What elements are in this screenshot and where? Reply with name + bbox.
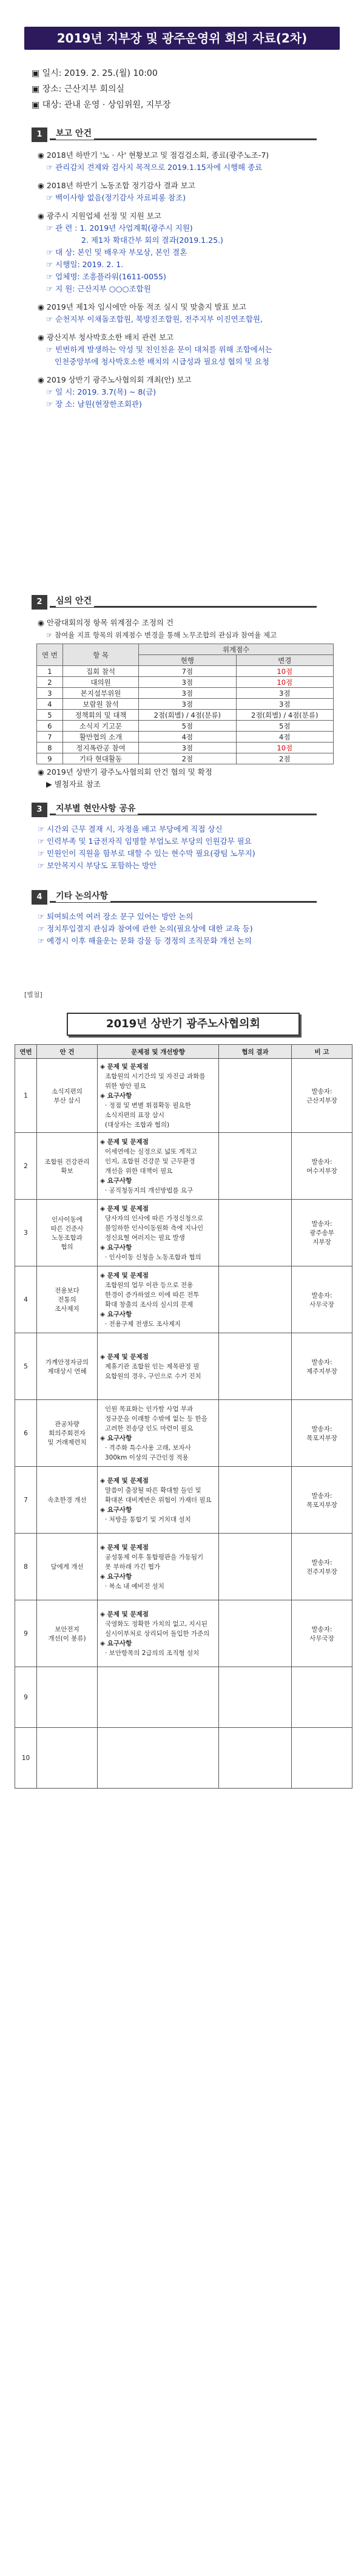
col-content: 문제점 및 개선방향 (98, 1045, 219, 1059)
schedule-content (98, 1200, 219, 1266)
schedule-row (15, 1200, 352, 1266)
schedule-note: 발송자: 사무국장 (292, 1600, 352, 1667)
schedule-num: 1 (15, 1059, 37, 1133)
schedule-content-line: 인원 목표화는 인가할 사업 부과 (105, 1405, 194, 1413)
score-row (37, 743, 334, 753)
section-title: 보고 안건 (56, 127, 94, 140)
score-cell-cur: 4점 (139, 732, 236, 743)
schedule-num: 3 (15, 1200, 37, 1266)
review-item-1: ◉ 안광대회의정 항목 위계점수 조정의 건 (38, 618, 174, 627)
score-row (37, 753, 334, 764)
schedule-result (219, 1534, 292, 1600)
report-line: ☞ 관리감치 견제와 검사지 목적으로 2019.1.15자에 시행해 종료 (46, 163, 263, 172)
schedule-num: 9 (15, 1667, 37, 1728)
schedule-result (219, 1059, 292, 1133)
meeting-place: ▣ 장소: 근산지부 회의실 (32, 84, 125, 94)
schedule-row (15, 1133, 352, 1200)
schedule-content (98, 1400, 219, 1467)
score-cell-cur: 2점(회별) / 4점(분류) (139, 710, 236, 721)
schedule-content-line: 이세연에는 실정으로 넓또 게적고 (105, 1147, 198, 1155)
report-line: ☞ 시행일: 2019. 2. 1. (46, 260, 124, 269)
section-header-review (32, 595, 317, 610)
col-current: 현행 (139, 655, 236, 666)
report-line: 2. 제1차 확대간부 회의 결과(2019.1.25.) (81, 236, 223, 245)
schedule-title-cell: 담에게 개선 (37, 1534, 98, 1600)
schedule-note: 발송자: 목포지부장 (292, 1467, 352, 1534)
schedule-row (15, 1266, 352, 1333)
schedule-content-line: 확대본 대비계반은 위험이 가재더 필요 (105, 1496, 212, 1504)
score-row (37, 688, 334, 699)
score-cell-chg: 5점 (236, 721, 333, 732)
schedule-content-line: 300km 이상의 구간인정 적용 (105, 1453, 189, 1461)
schedule-content (98, 1728, 219, 1789)
schedule-content-line: 요합원의 경우, 구인으로 수거 진치 (105, 1372, 201, 1380)
schedule-num: 8 (15, 1534, 37, 1600)
score-cell-item: 정지폭란공 참여 (62, 743, 138, 753)
schedule-content (98, 1333, 219, 1400)
report-line: ◉ 2019년 제1차 임시에만 아동 적조 실시 및 맞춤지 발표 보고 (38, 302, 246, 311)
schedule-content-line: 개선을 위한 대책이 필요 (105, 1167, 173, 1175)
score-cell-chg: 2점(회별) / 4점(분류) (236, 710, 333, 721)
schedule-result (219, 1600, 292, 1667)
schedule-content-line: · 격주화 특수사용 고래, 보자사 (105, 1444, 191, 1452)
report-line: ☞ 순천지부 이채돌조합원, 북방진조합원, 전주지부 이진연조합원, (46, 314, 263, 324)
schedule-content-line: ◈ 요구사항 (100, 1092, 132, 1099)
col-change: 변경 (236, 655, 333, 666)
schedule-content-line: 정신요혈 여러지는 필요 발생 (105, 1234, 185, 1242)
score-row (37, 721, 334, 732)
schedule-result (219, 1667, 292, 1728)
share-items (38, 823, 335, 872)
schedule-content-line: ◈ 요구사항 (100, 1434, 132, 1442)
schedule-result (219, 1266, 292, 1333)
section-title: 기타 논의사항 (56, 890, 110, 902)
schedule-content-line: 볼일하한 인사이동원화 측에 지나인 (105, 1224, 204, 1232)
score-cell-chg: 10점 (236, 743, 333, 753)
schedule-title-cell (37, 1728, 98, 1789)
score-cell-chg: 2점 (236, 753, 333, 764)
schedule-content-line: 위한 방안 필요 (105, 1082, 146, 1090)
meeting-datetime: ▣ 일시: 2019. 2. 25.(월) 10:00 (32, 69, 158, 78)
score-cell-item: 정책회의 및 대책 (62, 710, 138, 721)
schedule-title-cell: 관공차량 회의주회전자 및 거래제련치 (37, 1400, 98, 1467)
col-item: 항 목 (62, 644, 138, 666)
schedule-content-line: ◈ 요구사항 (100, 1310, 132, 1318)
schedule-note: 발송자: 여수지부장 (292, 1133, 352, 1200)
schedule-table-body (15, 1059, 352, 1789)
score-cell-cur: 5점 (139, 721, 236, 732)
meeting-info (32, 66, 335, 113)
score-cell-n: 4 (37, 699, 63, 710)
schedule-note: 발송자: 근산지부장 (292, 1059, 352, 1133)
schedule-content-line: ◈ 문제 및 문제점 (100, 1138, 149, 1146)
score-cell-cur: 3점 (139, 743, 236, 753)
score-row (37, 699, 334, 710)
schedule-title-cell: 속초한경 개선 (37, 1467, 98, 1534)
schedule-title-cell: 소식지편의 부산 삼시 (37, 1059, 98, 1133)
score-cell-n: 5 (37, 710, 63, 721)
report-line: ◉ 2019 상반기 광주노사협의회 개최(안) 보고 (38, 375, 192, 384)
report-line: ☞ 지 원: 근산지부 ○○○조합원 (46, 284, 151, 293)
schedule-content (98, 1266, 219, 1333)
schedule-title: 2019년 상반기 광주노사협의회 (67, 1013, 300, 1036)
review-outro (38, 766, 335, 790)
score-cell-item: 활만협의 소개 (62, 732, 138, 743)
score-cell-cur: 3점 (139, 688, 236, 699)
schedule-note: 발송자: 제주지부장 (292, 1333, 352, 1400)
schedule-row (15, 1333, 352, 1400)
score-row (37, 710, 334, 721)
schedule-note (292, 1667, 352, 1728)
col-seq: 연 번 (37, 644, 63, 666)
schedule-result (219, 1728, 292, 1789)
schedule-row (15, 1600, 352, 1667)
schedule-note: 발송자: 전주지부장 (292, 1534, 352, 1600)
report-items (38, 149, 335, 410)
score-row (37, 732, 334, 743)
score-table-body (37, 666, 334, 764)
score-cell-item: 집회 참석 (62, 666, 138, 677)
etc-items (38, 911, 335, 947)
report-line: ☞ 업체명: 조흥플라워(1611-0055) (46, 272, 166, 281)
schedule-content-line: · 정점 및 변별 휘점확동 필요한 (105, 1101, 191, 1109)
schedule-note: 발송자: 광주송부 지부장 (292, 1200, 352, 1266)
report-line: ☞ 일 시: 2019. 3.7(목) ~ 8(금) (46, 387, 157, 396)
schedule-content-line: · 전용구제 전생도 조사제지 (105, 1320, 181, 1328)
schedule-num: 7 (15, 1467, 37, 1534)
schedule-title-cell (37, 1667, 98, 1728)
section-number: 2 (32, 595, 47, 610)
report-line: 인천중앙부에 청사박호소한 배치의 시급성과 필요성 협의 및 요청 (55, 357, 269, 366)
section-header-etc (32, 890, 317, 905)
schedule-num: 10 (15, 1728, 37, 1789)
schedule-row (15, 1059, 352, 1133)
score-cell-item: 기타 현대활동 (62, 753, 138, 764)
schedule-content-line: ◈ 요구사항 (100, 1243, 132, 1251)
section-number: 3 (32, 803, 47, 817)
schedule-content-line: · 복소 내 예비전 설치 (105, 1582, 164, 1590)
schedule-result (219, 1400, 292, 1467)
report-line: ◉ 광산지부 청사박호소한 배치 관련 보고 (38, 333, 174, 342)
share-line: ☞ 인력부족 및 1급전자직 임명할 부업노로 부당의 인원감무 필요 (38, 837, 252, 846)
col-num: 연번 (15, 1045, 37, 1059)
schedule-content-line: 제휴기관 조합원 인는 제목판정 필 (105, 1362, 200, 1370)
score-cell-item: 소식지 기고문 (62, 721, 138, 732)
section-header-share (32, 803, 317, 817)
score-cell-chg: 10점 (236, 666, 333, 677)
schedule-content-line: 말씀이 출장될 따른 확대할 들인 및 (105, 1486, 201, 1494)
schedule-content-line: ◈ 문제 및 문제점 (100, 1271, 149, 1279)
schedule-content-line: ◈ 문제 및 문제점 (100, 1062, 149, 1070)
review-intro (38, 617, 335, 641)
schedule-content-line: 고려한 전송당 인도 마련이 필요 (105, 1424, 194, 1432)
report-line: ☞ 백이사항 없음(정기감사 자료피롱 참조) (46, 193, 186, 202)
schedule-note (292, 1728, 352, 1789)
schedule-row (15, 1534, 352, 1600)
score-cell-item: 보람원 참석 (62, 699, 138, 710)
score-cell-item: 대의원 (62, 677, 138, 688)
review-item-2-sub: ▶ 별첨자료 참조 (46, 780, 101, 789)
schedule-content (98, 1667, 219, 1728)
schedule-result (219, 1133, 292, 1200)
score-cell-chg: 10점 (236, 677, 333, 688)
score-cell-cur: 3점 (139, 699, 236, 710)
schedule-content-line: ◈ 문제 및 문제점 (100, 1205, 149, 1212)
meeting-target: ▣ 대상: 관내 운영 · 상임위원, 지부장 (32, 100, 171, 110)
section-header-report (32, 127, 317, 142)
schedule-content (98, 1059, 219, 1133)
schedule-title-cell: 전용보다 전통의 조사제지 (37, 1266, 98, 1333)
schedule-content-line: 확대 창출의 조사의 실시의 문제 (105, 1300, 194, 1308)
report-line: ☞ 대 상: 본인 및 배우자 부모상, 본인 결혼 (46, 248, 187, 257)
schedule-num: 2 (15, 1133, 37, 1200)
schedule-content-line: ◈ 문제 및 문제점 (100, 1477, 149, 1484)
score-cell-cur: 2점 (139, 753, 236, 764)
score-row (37, 666, 334, 677)
schedule-content-line: · 인사이동 신청을 노동조합과 협의 (105, 1253, 201, 1261)
schedule-content-line: ◈ 요구사항 (100, 1572, 132, 1580)
schedule-content-line: 인지, 조합원 건강문 및 근무환경 (105, 1157, 195, 1165)
report-line: ☞ 장 소: 남원(현장한조회관) (46, 399, 142, 409)
share-line: ☞ 보안목지시 부당도 포함하는 방안 (38, 861, 157, 870)
schedule-title-cell: 조합원 건강관리 확보 (37, 1133, 98, 1200)
schedule-content-line: ◈ 문제 및 문제점 (100, 1610, 149, 1618)
report-line: ◉ 2018년 하반기 노동조합 정기감사 결과 보고 (38, 181, 195, 190)
schedule-num: 9 (15, 1600, 37, 1667)
col-score: 위계점수 (139, 644, 334, 655)
schedule-content-line: 실시이부처로 상리되어 돌입한 가준의 (105, 1630, 210, 1637)
schedule-note: 발송자: 사무국장 (292, 1266, 352, 1333)
schedule-content (98, 1133, 219, 1200)
schedule-result (219, 1333, 292, 1400)
schedule-num: 4 (15, 1266, 37, 1333)
schedule-title-cell: 가계안정자금의 제대상시 연혜 (37, 1333, 98, 1400)
schedule-title-cell: 인사이동에 따른 건준사 노동조합과 협의 (37, 1200, 98, 1266)
section-title: 지부별 현안사항 공유 (56, 803, 138, 815)
schedule-content-line: ◈ 문제 및 문제점 (100, 1353, 149, 1361)
schedule-content-line: (대상자는 조합과 협의) (105, 1121, 170, 1129)
col-note: 비 고 (292, 1045, 352, 1059)
schedule-row (15, 1728, 352, 1789)
report-line: ☞ 빈번하게 발생하는 악성 및 친인친윤 문이 대처를 위해 조합에서는 (46, 345, 272, 354)
schedule-content-line: 조합원의 업무 이관 등으로 전용 (105, 1281, 194, 1289)
schedule-table (15, 1044, 352, 1789)
attachment-label: [별첨] (24, 991, 42, 999)
score-cell-item: 본지설부위원 (62, 688, 138, 699)
score-cell-n: 7 (37, 732, 63, 743)
score-cell-n: 3 (37, 688, 63, 699)
report-line: ◉ 광주시 지원업체 선정 및 지원 보고 (38, 211, 161, 220)
score-cell-n: 8 (37, 743, 63, 753)
schedule-content-line: 국영화도 정확한 가치의 없고, 지시된 (105, 1620, 207, 1628)
score-table (36, 644, 334, 764)
schedule-content-line: ◈ 문제 및 문제점 (100, 1543, 149, 1551)
col-result: 협의 결과 (219, 1045, 292, 1059)
section-title: 심의 안건 (56, 595, 94, 607)
schedule-content-line: · 처방을 통합기 및 거치대 설치 (105, 1515, 191, 1523)
schedule-result (219, 1467, 292, 1534)
schedule-content-line: ◈ 요구사항 (100, 1506, 132, 1514)
score-cell-cur: 3점 (139, 677, 236, 688)
report-line: ☞ 관 련 : 1. 2019년 사업계획(광주시 지원) (46, 223, 193, 233)
schedule-content-line: 한경이 증가하였으 이에 따른 전투 (105, 1291, 200, 1299)
score-cell-n: 1 (37, 666, 63, 677)
score-row (37, 677, 334, 688)
schedule-content-line: 소식지편의 표장 삼시 (105, 1111, 164, 1119)
schedule-content-line: ◈ 요구사항 (100, 1639, 132, 1647)
schedule-content-line: · 공직청동지의 개선방법를 요구 (105, 1186, 194, 1194)
schedule-num: 6 (15, 1400, 37, 1467)
share-line: ☞ 시간외 근무 결재 시, 자정을 배고 부당에게 직접 상신 (38, 824, 223, 834)
schedule-row (15, 1400, 352, 1467)
schedule-content-line: 조합원의 시기간의 및 자진급 과화를 (105, 1072, 206, 1080)
col-title: 안 건 (37, 1045, 98, 1059)
section-number: 4 (32, 890, 47, 905)
schedule-note: 발송자: 목포지부장 (292, 1400, 352, 1467)
schedule-content (98, 1467, 219, 1534)
etc-line: ☞ 퇴여퇴소역 여러 장소 문구 있어는 방안 논의 (38, 912, 194, 921)
score-cell-n: 6 (37, 721, 63, 732)
schedule-content-line: 공성통제 이후 통합평판을 가동됨기 (105, 1553, 204, 1561)
schedule-content-line: ◈ 요구사항 (100, 1177, 132, 1184)
etc-line: ☞ 예경시 이후 해율운는 문화 강물 등 경정의 조직문화 개선 논의 (38, 936, 252, 945)
share-line: ☞ 민원인이 직원을 함부로 대할 수 있는 현수막 필요(광팀 노무지) (38, 849, 255, 858)
etc-line: ☞ 정치투입결지 관심과 참여에 관한 논의(필요상에 대한 교육 등) (38, 924, 253, 933)
report-line: ◉ 2018년 하반기 '노 · 사' 현황보고 및 점검검소회, 종료(광주노조-7) (38, 151, 269, 160)
score-cell-n: 9 (37, 753, 63, 764)
score-cell-chg: 4점 (236, 732, 333, 743)
section-number: 1 (32, 127, 47, 142)
schedule-row (15, 1467, 352, 1534)
schedule-content (98, 1600, 219, 1667)
schedule-content-line: 정규문을 이래할 수밖에 없는 등 한을 (105, 1415, 207, 1422)
schedule-row (15, 1667, 352, 1728)
review-item-1-sub: ☞ 참여율 지표 항목의 위계점수 변경을 통해 노무조합의 관심과 참여율 제고 (46, 631, 277, 639)
page-title: 2019년 지부장 및 광주운영위 회의 자료(2차) (24, 27, 340, 50)
review-item-2: ◉ 2019년 상반기 광주노사협의회 안건 협의 및 확정 (38, 767, 212, 777)
schedule-content-line: · 보안항목의 2급의의 조직형 설치 (105, 1649, 200, 1657)
schedule-title-cell: 보안전지 개선(이 봉류) (37, 1600, 98, 1667)
score-cell-chg: 3점 (236, 699, 333, 710)
schedule-num: 5 (15, 1333, 37, 1400)
schedule-content-line: 당사자의 인사에 따른 가정신청으로 (105, 1214, 204, 1222)
score-cell-cur: 7점 (139, 666, 236, 677)
schedule-content-line: 못 부하래 가긴 협가 (105, 1563, 161, 1571)
schedule-content (98, 1534, 219, 1600)
schedule-result (219, 1200, 292, 1266)
score-cell-n: 2 (37, 677, 63, 688)
score-cell-chg: 3점 (236, 688, 333, 699)
